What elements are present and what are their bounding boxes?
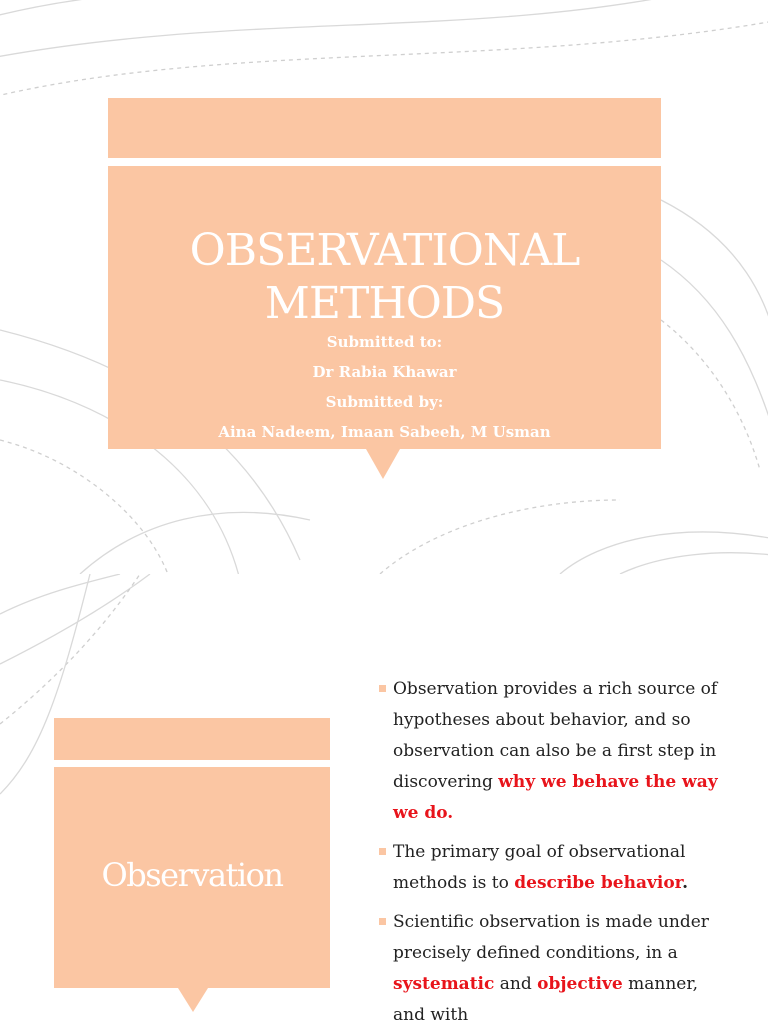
submitted-to-name: Dr Rabia Khawar	[312, 363, 457, 381]
slide-heading: Observation	[101, 856, 283, 894]
bullet-square-icon	[379, 918, 386, 925]
submitted-by-label: Submitted by:	[325, 393, 444, 411]
bullet-list	[378, 674, 718, 1024]
bullet-end: manner, and with	[393, 974, 698, 1024]
bullet-square-icon	[379, 848, 386, 855]
bullet-highlight-2: objective	[537, 974, 623, 994]
bullet-text: The primary goal of observational methods is to	[393, 842, 686, 893]
bullet-square-icon	[379, 685, 386, 692]
bullet-item	[378, 837, 718, 899]
bullet-text: Observation provides a rich source of hypotheses about behavior, and so observation can also be a first step in discovering	[393, 679, 718, 792]
bullet-text: Scientific observation is made under precisely defined conditions, in a	[393, 912, 709, 963]
bullet-highlight: systematic	[393, 974, 495, 994]
bullet-item	[378, 907, 718, 1024]
bullet-item	[378, 674, 718, 829]
observation-slide	[0, 574, 768, 1024]
bullet-highlight: describe behavior	[514, 873, 683, 893]
submitted-to-label: Submitted to:	[326, 333, 443, 351]
title-line-1: OBSERVATIONAL	[189, 225, 580, 276]
title-callout-pointer	[366, 449, 400, 479]
submitted-by-names: Aina Nadeem, Imaan Sabeeh, M Usman	[218, 423, 551, 441]
bullet-mid: and	[499, 974, 532, 994]
bullet-highlight: why we behave the way we do.	[393, 772, 718, 823]
heading-callout-pointer	[178, 988, 208, 1012]
title-accent-bar	[108, 98, 661, 158]
heading-box	[54, 767, 330, 988]
heading-accent-bar	[54, 718, 330, 760]
title-line-2: METHODS	[264, 278, 505, 329]
title-box	[108, 166, 661, 449]
bullet-end: .	[682, 873, 688, 893]
slide-title	[108, 224, 661, 330]
